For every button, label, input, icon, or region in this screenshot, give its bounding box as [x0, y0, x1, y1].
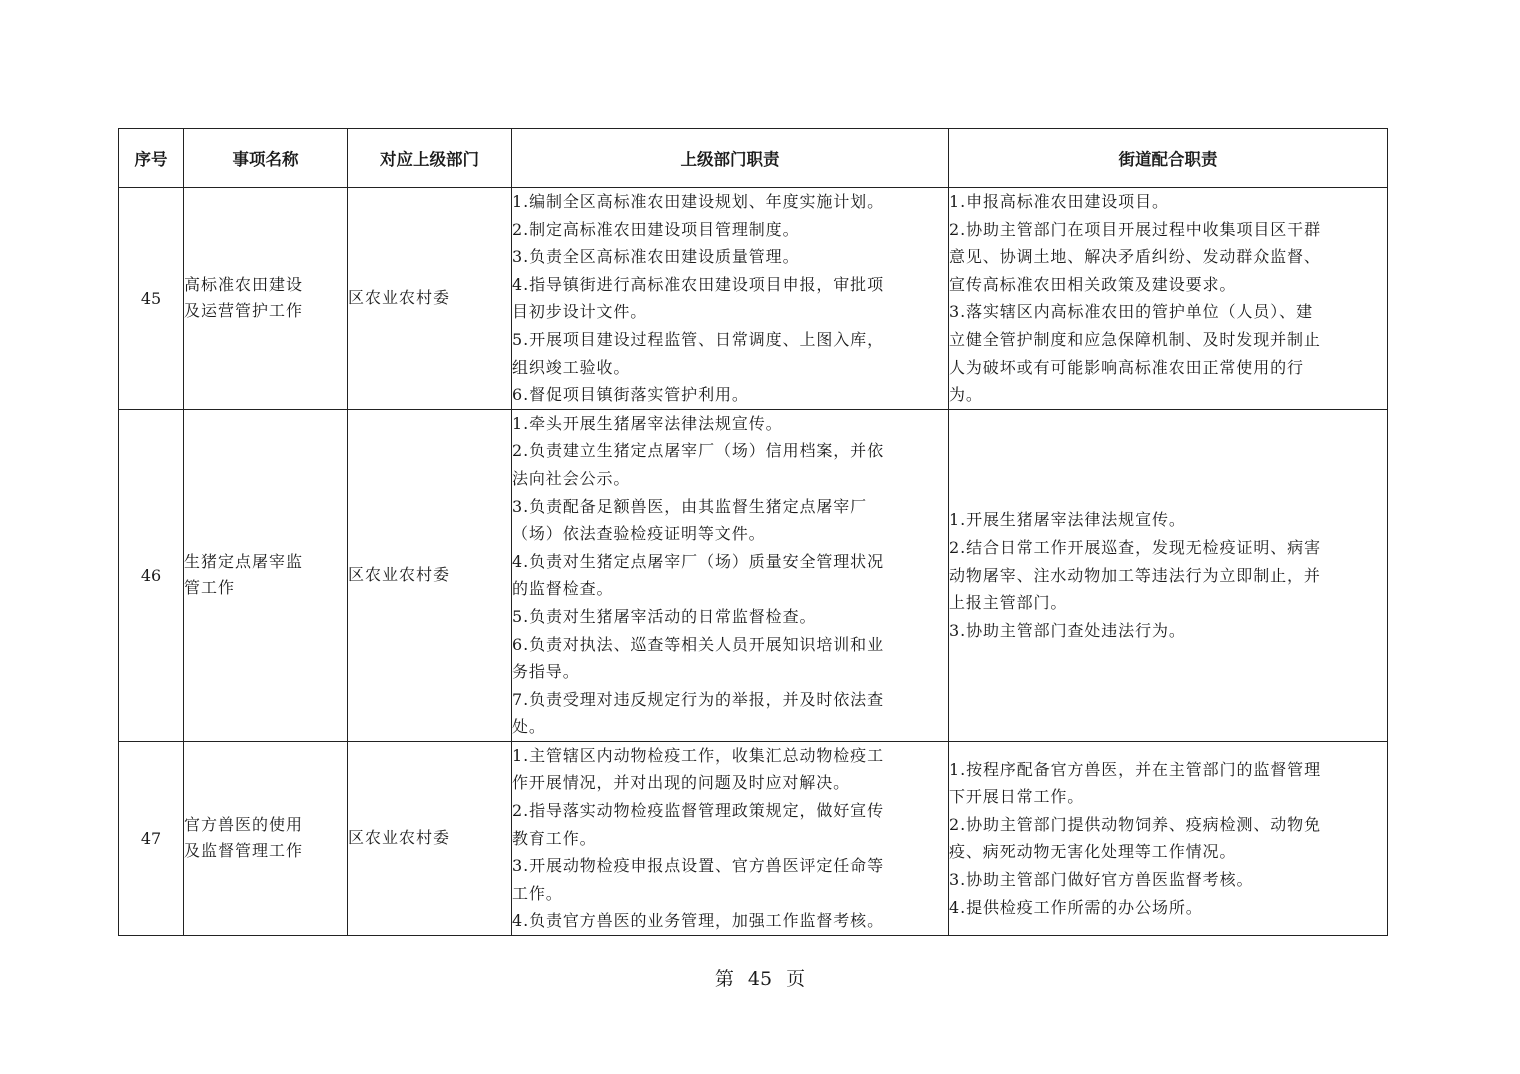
item-name-line: 及运营管护工作	[184, 301, 304, 321]
street-duty-line: 动物屠宰、注水动物加工等违法行为立即制止，并	[949, 565, 1321, 585]
duty-line: 3.负责全区高标准农田建设质量管理。	[512, 247, 800, 267]
header-no: 序号	[119, 129, 184, 188]
duty-line: 1.编制全区高标准农田建设规划、年度实施计划。	[512, 192, 884, 211]
duty-line: 3.负责配备足额兽医，由其监督生猪定点屠宰厂	[512, 496, 868, 516]
duty-line: 6.督促项目镇街落实管护利用。	[512, 385, 749, 405]
item-name-cell	[184, 741, 348, 935]
row-number: 47	[119, 741, 184, 935]
duty-line: 4.负责官方兽医的业务管理，加强工作监督考核。	[512, 911, 884, 931]
street-duties-cell	[949, 409, 1388, 741]
duty-line: 作开展情况，并对出现的问题及时应对解决。	[512, 773, 851, 793]
table-row	[119, 741, 1388, 935]
street-duty-line: 人为破坏或有可能影响高标准农田正常使用的行	[949, 357, 1304, 377]
duty-line: （场）依法查验检疫证明等文件。	[512, 524, 766, 544]
item-name-line: 高标准农田建设	[184, 275, 304, 295]
duty-line: 7.负责受理对违反规定行为的举报，并及时依法查	[512, 689, 884, 709]
duty-line: 2.指导落实动物检疫监督管理政策规定，做好宣传	[512, 801, 884, 821]
superior-duties-cell	[512, 409, 949, 741]
duty-line: 5.开展项目建设过程监管、日常调度、上图入库，	[512, 329, 884, 349]
street-duty-line: 意见、协调土地、解决矛盾纠纷、发动群众监督、	[949, 247, 1321, 267]
street-duty-line: 疫、病死动物无害化处理等工作情况。	[949, 842, 1237, 862]
duty-line: 3.开展动物检疫申报点设置、官方兽医评定任命等	[512, 856, 884, 876]
street-duty-line: 立健全管护制度和应急保障机制、及时发现并制止	[949, 329, 1321, 349]
street-duty-line: 3.落实辖区内高标准农田的管护单位（人员）、建	[949, 302, 1313, 322]
superior-duties-cell	[512, 188, 949, 410]
header-superior-duties: 上级部门职责	[512, 129, 949, 188]
street-duty-line: 为。	[949, 385, 983, 405]
table-body	[119, 188, 1388, 936]
superior-duties-cell	[512, 741, 949, 935]
header-superior-dept: 对应上级部门	[348, 129, 512, 188]
header-item-name: 事项名称	[184, 129, 348, 188]
street-duty-line: 下开展日常工作。	[949, 787, 1085, 807]
street-duty-line: 3.协助主管部门查处违法行为。	[949, 620, 1186, 640]
row-number: 45	[119, 188, 184, 410]
street-duties-cell	[949, 741, 1388, 935]
duty-line: 1.主管辖区内动物检疫工作，收集汇总动物检疫工	[512, 745, 884, 765]
duty-line: 2.制定高标准农田建设项目管理制度。	[512, 219, 800, 239]
duty-line: 2.负责建立生猪定点屠宰厂（场）信用档案，并依	[512, 441, 884, 461]
duty-line: 4.负责对生猪定点屠宰厂（场）质量安全管理状况	[512, 551, 884, 571]
street-duties-cell	[949, 188, 1388, 410]
item-name-line: 官方兽医的使用	[184, 815, 304, 835]
row-number: 46	[119, 409, 184, 741]
item-name-cell	[184, 188, 348, 410]
duty-line: 务指导。	[512, 662, 580, 682]
table-header-row	[119, 129, 1388, 188]
superior-dept-cell: 区农业农村委	[348, 409, 512, 741]
duty-line: 6.负责对执法、巡查等相关人员开展知识培训和业	[512, 634, 884, 654]
duty-line: 教育工作。	[512, 828, 597, 848]
duty-table	[118, 128, 1388, 936]
duty-line: 1.牵头开展生猪屠宰法律法规宣传。	[512, 413, 783, 433]
duty-line: 4.指导镇街进行高标准农田建设项目申报，审批项	[512, 274, 884, 294]
street-duty-line: 宣传高标准农田相关政策及建设要求。	[949, 274, 1237, 294]
table-row	[119, 409, 1388, 741]
street-duty-line: 3.协助主管部门做好官方兽医监督考核。	[949, 870, 1254, 890]
street-duty-line: 2.结合日常工作开展巡查，发现无检疫证明、病害	[949, 537, 1321, 557]
item-name-line: 生猪定点屠宰监	[184, 552, 304, 572]
street-duty-line: 1.按程序配备官方兽医，并在主管部门的监督管理	[949, 759, 1321, 779]
superior-dept-cell: 区农业农村委	[348, 188, 512, 410]
duty-line: 法向社会公示。	[512, 468, 631, 488]
street-duty-line: 上报主管部门。	[949, 593, 1068, 613]
table-row	[119, 188, 1388, 410]
page-number: 第 45 页	[714, 968, 806, 990]
street-duty-line: 2.协助主管部门提供动物饲养、疫病检测、动物免	[949, 814, 1321, 834]
item-name-line: 管工作	[184, 578, 236, 598]
duty-line: 处。	[512, 717, 546, 737]
duty-line: 的监督检查。	[512, 579, 614, 599]
street-duty-line: 1.申报高标准农田建设项目。	[949, 192, 1169, 211]
street-duty-line: 4.提供检疫工作所需的办公场所。	[949, 897, 1203, 917]
duty-line: 工作。	[512, 883, 563, 903]
duty-line: 目初步设计文件。	[512, 302, 648, 322]
header-street-duties: 街道配合职责	[949, 129, 1388, 188]
street-duty-line: 1.开展生猪屠宰法律法规宣传。	[949, 510, 1186, 530]
item-name-line: 及监督管理工作	[184, 841, 304, 861]
item-name-cell	[184, 409, 348, 741]
duty-line: 5.负责对生猪屠宰活动的日常监督检查。	[512, 606, 817, 626]
superior-dept-cell: 区农业农村委	[348, 741, 512, 935]
duty-line: 组织竣工验收。	[512, 357, 631, 377]
street-duty-line: 2.协助主管部门在项目开展过程中收集项目区干群	[949, 219, 1321, 239]
